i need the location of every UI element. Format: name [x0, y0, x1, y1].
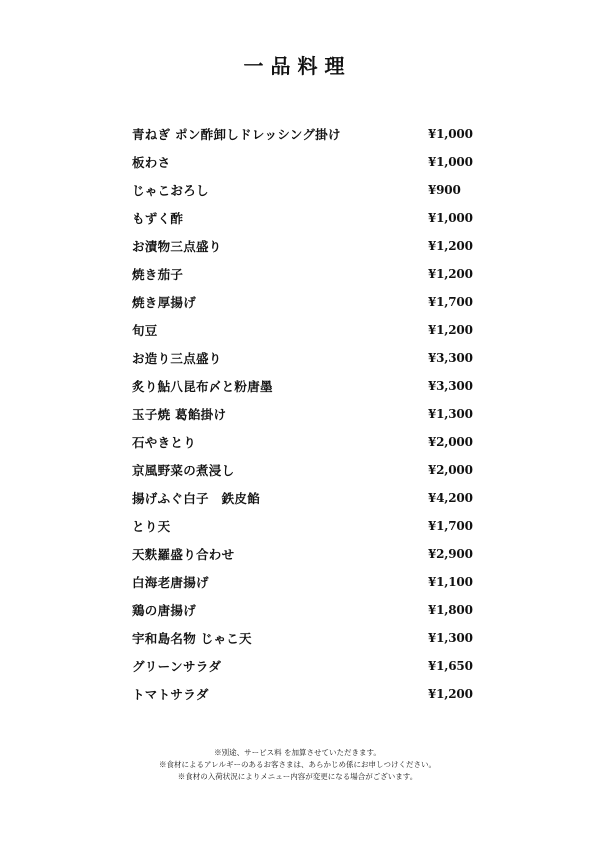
- menu-item-price: ¥2,000: [428, 435, 473, 449]
- menu-item: [132, 568, 472, 596]
- menu-item-name: 玉子焼 葛餡掛け: [132, 407, 227, 422]
- menu-item: [132, 680, 472, 708]
- menu-item-name: 宇和島名物 じゃこ天: [132, 631, 252, 646]
- menu-item-price: ¥1,700: [428, 295, 473, 309]
- menu-item-price: ¥4,200: [428, 491, 473, 505]
- menu-item-price: ¥1,200: [428, 239, 473, 253]
- menu-item-name: 天麩羅盛り合わせ: [132, 547, 235, 562]
- menu-item-name: お造り三点盛り: [132, 351, 222, 366]
- menu-item: [132, 120, 472, 148]
- menu-item: [132, 372, 472, 400]
- menu-item-price: ¥1,200: [428, 267, 473, 281]
- menu-item-price: ¥1,700: [428, 519, 473, 533]
- menu-item-name: 京風野菜の煮浸し: [132, 463, 235, 478]
- menu-item-price: ¥2,000: [428, 463, 473, 477]
- menu-item-name: もずく酢: [132, 211, 184, 226]
- menu-item-price: ¥1,000: [428, 127, 473, 141]
- menu-item: [132, 176, 472, 204]
- menu-item-name: 板わさ: [132, 155, 171, 170]
- menu-item: [132, 428, 472, 456]
- menu-item-price: ¥1,100: [428, 575, 473, 589]
- menu-item: [132, 232, 472, 260]
- menu-item-price: ¥1,300: [428, 631, 473, 645]
- menu-item-name: 白海老唐揚げ: [132, 575, 209, 590]
- menu-item-name: じゃこおろし: [132, 183, 209, 198]
- menu-item-name: 旬豆: [132, 323, 158, 338]
- menu-item-name: お漬物三点盛り: [132, 239, 222, 254]
- menu-item: [132, 316, 472, 344]
- page-title: 一品料理: [243, 54, 352, 78]
- menu-item-name: 揚げふぐ白子 鉄皮餡: [132, 491, 261, 506]
- menu-item: [132, 540, 472, 568]
- menu-item-price: ¥1,300: [428, 407, 473, 421]
- menu-item-name: トマトサラダ: [132, 687, 209, 702]
- menu-item-name: 焼き厚揚げ: [132, 295, 197, 310]
- menu-item: [132, 260, 472, 288]
- menu-item: [132, 652, 472, 680]
- menu-item-name: 青ねぎ ポン酢卸しドレッシング掛け: [132, 127, 341, 142]
- menu-item: [132, 344, 472, 372]
- menu-item: [132, 148, 472, 176]
- note-allergy: ※食材によるアレルギーのあるお客さまは、あらかじめ係にお申しつけください。: [158, 760, 436, 769]
- note-service-charge: ※別途、サービス料 を加算させていただきます。: [214, 748, 381, 757]
- menu-item-price: ¥1,000: [428, 211, 473, 225]
- menu-item-price: ¥3,300: [428, 351, 473, 365]
- menu-item: [132, 204, 472, 232]
- menu-item: [132, 624, 472, 652]
- menu-item-name: 炙り鮎八昆布〆と粉唐墨: [132, 379, 273, 394]
- menu-item-name: 鶏の唐揚げ: [132, 603, 197, 618]
- menu-item: [132, 400, 472, 428]
- menu-item-name: 焼き茄子: [132, 267, 184, 282]
- menu-item-price: ¥1,000: [428, 155, 473, 169]
- menu-item-price: ¥1,800: [428, 603, 473, 617]
- menu-item-name: 石やきとり: [132, 435, 197, 450]
- menu-item-name: グリーンサラダ: [132, 659, 222, 674]
- menu-item-price: ¥1,200: [428, 323, 473, 337]
- menu-list: [132, 120, 472, 708]
- menu-item-price: ¥3,300: [428, 379, 473, 393]
- note-menu-change: ※食材の入荷状況によりメニュー内容が変更になる場合がございます。: [177, 772, 418, 781]
- menu-item-price: ¥1,650: [428, 659, 473, 673]
- menu-item-price: ¥900: [428, 183, 461, 197]
- menu-item: [132, 288, 472, 316]
- menu-item-price: ¥1,200: [428, 687, 473, 701]
- menu-item-name: とり天: [132, 519, 171, 534]
- menu-item: [132, 484, 472, 512]
- menu-item: [132, 596, 472, 624]
- menu-item: [132, 456, 472, 484]
- menu-item-price: ¥2,900: [428, 547, 473, 561]
- footer-notes: [0, 747, 595, 783]
- menu-item: [132, 512, 472, 540]
